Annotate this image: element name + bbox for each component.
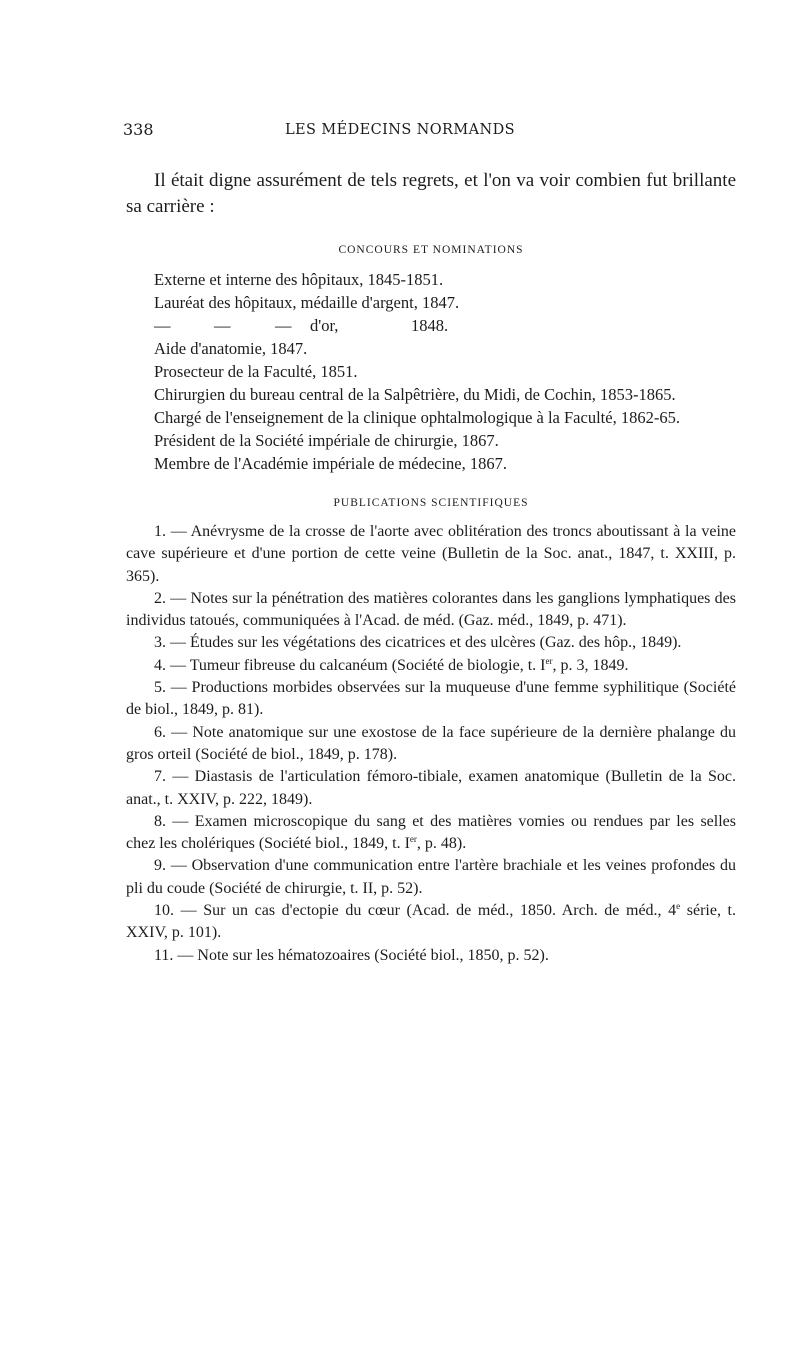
publication-item: 2. — Notes sur la pénétration des matières colorantes dans les ganglions lymphatiques des individus tatoués, communiquées à l'Acad. de méd. (Gaz. méd., 1849, p. 471). [126,589,736,630]
running-title: LES MÉDECINS NORMANDS [285,122,515,138]
nomination-item: Président de la Société impériale de chirurgie, 1867. [154,431,499,450]
ditto-year: 1848. [411,316,449,335]
nomination-item: Chirurgien du bureau central de la Salpêtrière, du Midi, de Cochin, 1853-1865. [154,385,676,404]
ditto-dash: — [214,316,231,335]
publication-item: 4. — Tumeur fibreuse du calcanéum (Société de biologie, t. Ier, p. 3, 1849. [154,655,629,674]
publication-item: 5. — Productions morbides observées sur la muqueuse d'une femme syphilitique (Société de biol., 1849, p. 81). [126,679,736,719]
publications-heading: PUBLICATIONS SCIENTIFIQUES [333,497,529,509]
nomination-item: Lauréat des hôpitaux, médaille d'argent, 1847. [154,293,460,312]
nomination-item: Prosecteur de la Faculté, 1851. [154,362,358,381]
nomination-item: Chargé de l'enseignement de la clinique ophtalmologique à la Faculté, 1862-65. [154,408,680,427]
publication-item: 10. — Sur un cas d'ectopie du cœur (Acad. de méd., 1850. Arch. de méd., 4e série, t. XXIV, p. 101). [126,901,736,942]
intro-paragraph: Il était digne assurément de tels regrets, et l'on va voir combien fut brillante sa carrière : [126,170,736,217]
publication-item: 6. — Note anatomique sur une exostose de la face supérieure de la dernière phalange du gros orteil (Société de biol., 1849, p. 178). [126,723,736,763]
publication-item: 1. — Anévrysme de la crosse de l'aorte avec oblitération des troncs aboutissant à la veine cave supérieure et d'une portion de cette veine (Bulletin de la Soc. anat., 1847, t. XXIII, p. 365). [126,523,736,585]
nomination-item: Externe et interne des hôpitaux, 1845-1851. [154,270,444,289]
page-body [126,168,736,967]
nomination-ditto-line [126,314,736,337]
nominations-list [126,268,736,475]
nomination-item: Membre de l'Académie impériale de médecine, 1867. [154,454,507,473]
publication-item: 7. — Diastasis de l'articulation fémoro-tibiale, examen anatomique (Bulletin de la Soc. anat., t. XXIV, p. 222, 1849). [126,768,736,808]
ditto-dash: — [154,316,171,335]
nomination-item: Aide d'anatomie, 1847. [154,339,308,358]
page-header [0,120,800,142]
nominations-heading: CONCOURS ET NOMINATIONS [338,244,524,256]
publication-item: 11. — Note sur les hématozoaires (Société biol., 1850, p. 52). [154,946,549,964]
ditto-text: d'or, [310,316,339,335]
ditto-dash: — [275,316,292,335]
publication-item: 3. — Études sur les végétations des cicatrices et des ulcères (Gaz. des hôp., 1849). [154,634,682,652]
publication-item: 9. — Observation d'une communication entre l'artère brachiale et les veines profondes du pli du coude (Société de chirurgie, t. II, p. 52). [126,857,736,897]
publication-item: 8. — Examen microscopique du sang et des matières vomies ou rendues par les selles chez les cholériques (Société biol., 1849, t. Ier, p. 48). [126,812,736,853]
publications-list [126,521,736,967]
page-number: 338 [123,120,154,139]
